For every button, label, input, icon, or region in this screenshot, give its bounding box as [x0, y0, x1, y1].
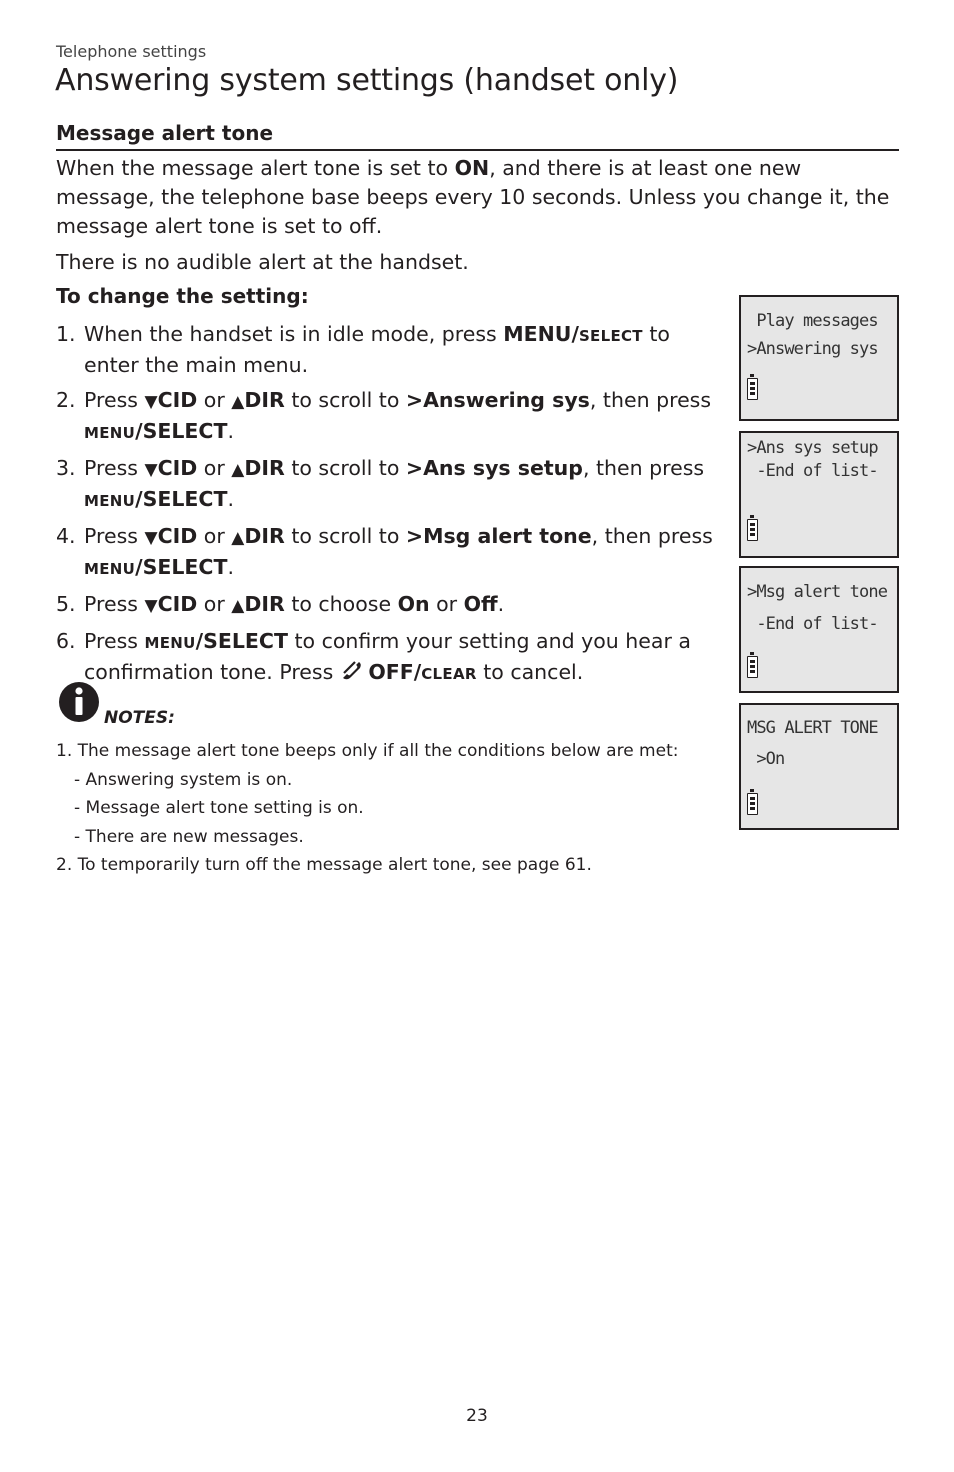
- screen-line-2: -End of list-: [747, 461, 878, 481]
- step-4: 4. Press ▼CID or ▲DIR to scroll to >Msg alert tone, then press MENU/SELECT.: [56, 524, 713, 579]
- screen-line-2: >On: [747, 749, 785, 769]
- screen-line-1: Play messages: [747, 311, 878, 331]
- note-1-condition: - There are new messages.: [74, 826, 304, 847]
- subheading: Message alert tone: [56, 121, 274, 145]
- screen-line-1: MSG ALERT TONE: [747, 718, 878, 738]
- step-6: 6. Press MENU/SELECT to confirm your setting and you hear a confirmation tone. Press OFF/CLEAR to cancel.: [56, 629, 691, 684]
- up-triangle-icon: ▲: [231, 392, 245, 412]
- notes-list: [56, 737, 716, 880]
- note-1: 1. The message alert tone beeps only if all the conditions below are met:: [56, 741, 679, 761]
- handset-screen-3: [739, 566, 899, 693]
- page-title: Answering system settings (handset only): [55, 63, 679, 98]
- handset-alert-paragraph: There is no audible alert at the handset.: [56, 250, 469, 274]
- section-label: Telephone settings: [56, 42, 207, 61]
- step-3: 3. Press ▼CID or ▲DIR to scroll to >Ans sys setup, then press MENU/SELECT.: [56, 456, 705, 511]
- info-icon: [58, 681, 100, 723]
- up-triangle-icon: ▲: [231, 528, 245, 548]
- battery-icon: [747, 519, 758, 541]
- down-triangle-icon: ▼: [144, 528, 158, 548]
- step-5: 5. Press ▼CID or ▲DIR to choose On or Off.: [56, 592, 505, 616]
- step-2: 2. Press ▼CID or ▲DIR to scroll to >Answering sys, then press MENU/SELECT.: [56, 388, 712, 443]
- down-triangle-icon: ▼: [144, 460, 158, 480]
- screen-line-2: >Answering sys: [747, 339, 878, 359]
- step-1: 1. When the handset is in idle mode, press MENU/SELECT to enter the main menu.: [56, 322, 670, 377]
- down-triangle-icon: ▼: [144, 596, 158, 616]
- screen-line-1: >Msg alert tone: [747, 582, 888, 602]
- note-1-condition: - Message alert tone setting is on.: [74, 798, 364, 818]
- intro-paragraph: When the message alert tone is set to ON, and there is at least one new message, the telephone base beeps every 10 seconds. Unless you change it, the message alert tone is set to off.: [56, 156, 890, 238]
- down-triangle-icon: ▼: [144, 392, 158, 412]
- battery-icon: [747, 378, 758, 400]
- up-triangle-icon: ▲: [231, 460, 245, 480]
- page-number: 23: [466, 1406, 488, 1426]
- notes-label: NOTES:: [104, 708, 175, 728]
- screen-line-2: -End of list-: [747, 614, 878, 634]
- battery-icon: [747, 656, 758, 678]
- screen-line-1: >Ans sys setup: [747, 438, 878, 458]
- note-1-condition: - Answering system is on.: [74, 769, 293, 790]
- up-triangle-icon: ▲: [231, 596, 245, 616]
- handset-screen-4: [739, 703, 899, 830]
- handset-screen-1: [739, 295, 899, 421]
- handset-screen-2: [739, 431, 899, 558]
- divider: [56, 149, 899, 151]
- steps-list: [56, 320, 726, 695]
- note-2: 2. To temporarily turn off the message alert tone, see page 61.: [56, 855, 592, 875]
- battery-icon: [747, 793, 758, 815]
- phone-handset-icon: [340, 660, 362, 684]
- instructions-heading: To change the setting:: [56, 284, 309, 308]
